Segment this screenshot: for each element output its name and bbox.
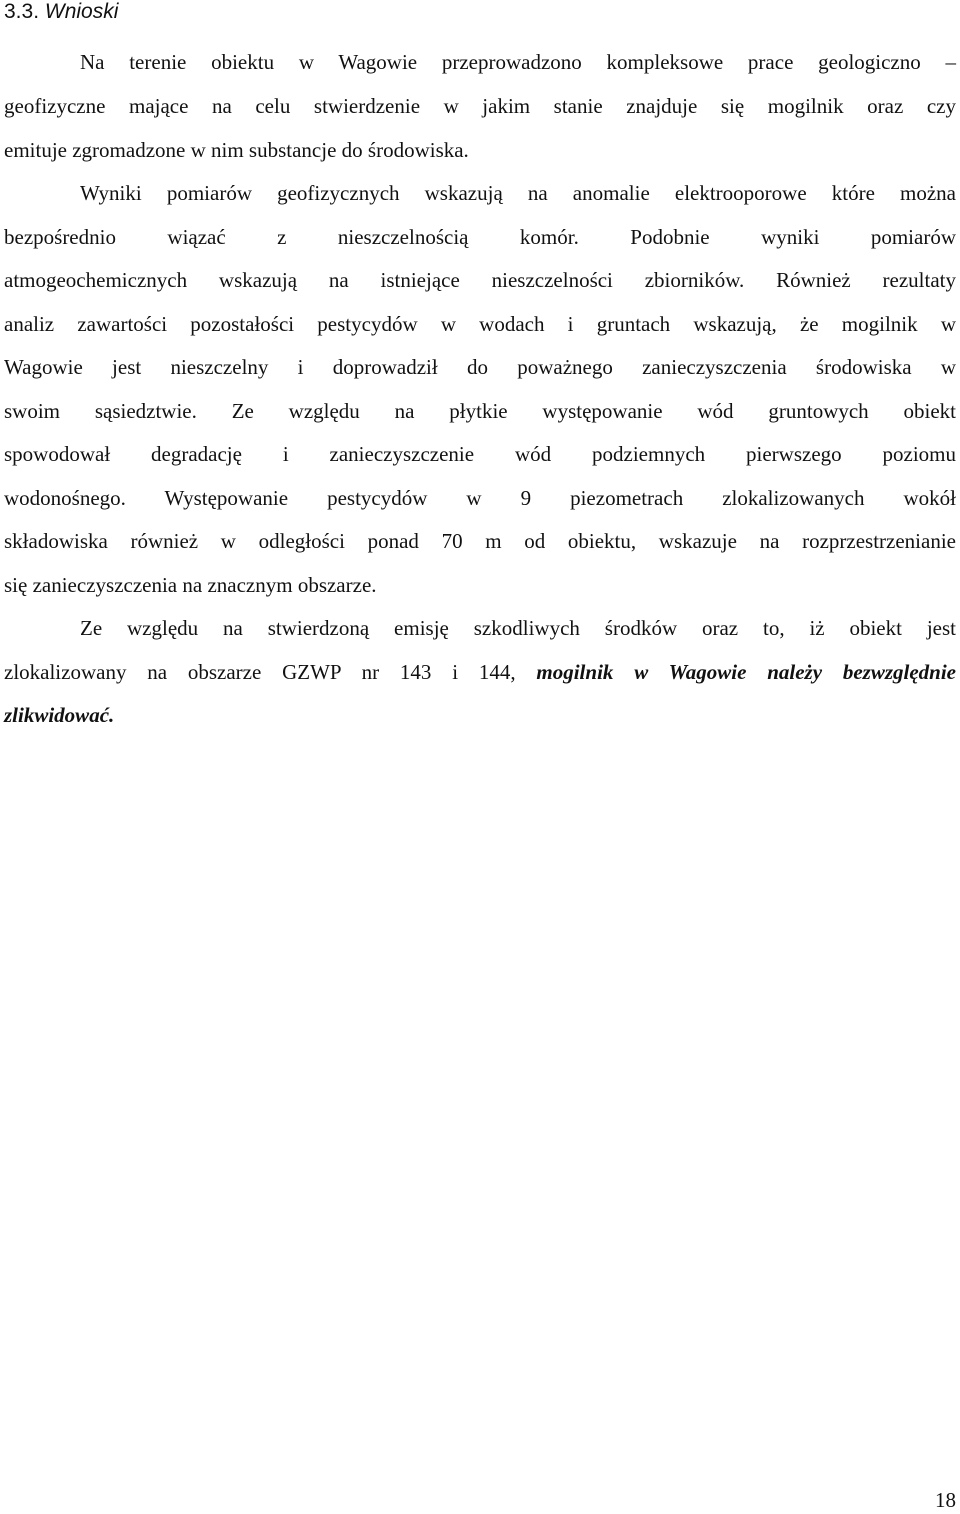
conclusion-emphasis: mogilnik w Wagowie należy bezwzględnie <box>536 660 956 684</box>
text-line <box>4 701 956 729</box>
text-line: Na terenie obiektu w Wagowie przeprowadzono kompleksowe prace geologiczno – <box>80 50 956 74</box>
text-line: składowiska również w odległości ponad 70 m od obiektu, wskazuje na rozprzestrzenianie <box>4 529 956 553</box>
conclusion-emphasis-end: zlikwidować. <box>4 703 115 727</box>
text-line <box>4 658 956 686</box>
text-line: Ze względu na stwierdzoną emisję szkodliwych środków oraz to, iż obiekt jest <box>80 616 956 640</box>
section-title: Wnioski <box>44 0 119 23</box>
section-heading <box>4 0 118 26</box>
text-line: spowodował degradację i zanieczyszczenie wód podziemnych pierwszego poziomu <box>4 442 956 466</box>
text-line: emituje zgromadzone w nim substancje do środowiska. <box>4 138 469 162</box>
text-line: Wyniki pomiarów geofizycznych wskazują na anomalie elektrooporowe które można <box>80 181 956 205</box>
text-line: atmogeochemicznych wskazują na istniejące nieszczelności zbiorników. Również rezultaty <box>4 268 956 292</box>
page-number: 18 <box>935 1488 956 1512</box>
text-line: się zanieczyszczenia na znacznym obszarze. <box>4 573 377 597</box>
text-line: bezpośrednio wiązać z nieszczelnością komór. Podobnie wyniki pomiarów <box>4 225 956 249</box>
text-line: wodonośnego. Występowanie pestycydów w 9 piezometrach zlokalizowanych wokół <box>4 486 956 510</box>
text-line: analiz zawartości pozostałości pestycydów w wodach i gruntach wskazują, że mogilnik w <box>4 312 956 336</box>
section-number: 3.3. <box>4 0 40 23</box>
text-line: geofizyczne mające na celu stwierdzenie w jakim stanie znajduje się mogilnik oraz czy <box>4 94 956 118</box>
text-plain: zlokalizowany na obszarze GZWP nr 143 i 144, <box>4 660 537 684</box>
text-line: swoim sąsiedztwie. Ze względu na płytkie występowanie wód gruntowych obiekt <box>4 399 956 423</box>
text-line: Wagowie jest nieszczelny i doprowadził do poważnego zanieczyszczenia środowiska w <box>4 355 956 379</box>
